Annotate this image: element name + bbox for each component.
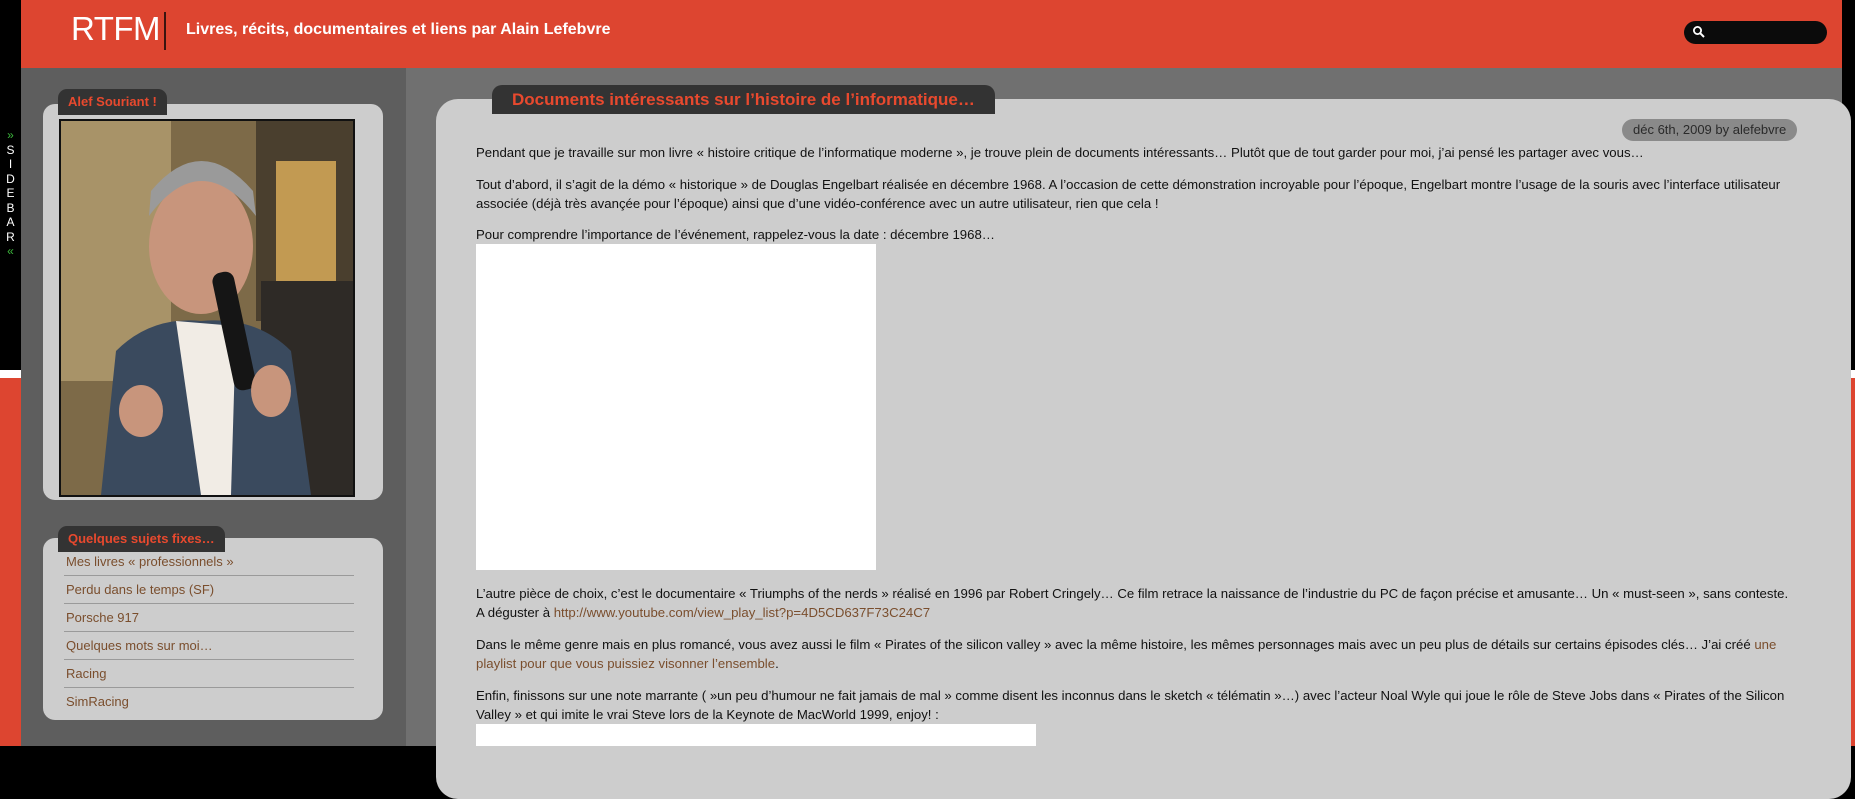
topic-link[interactable]: Porsche 917 (64, 604, 354, 632)
sidebar-letter: A (6, 215, 15, 229)
author-photo-image (61, 121, 353, 495)
topics-list (64, 548, 354, 715)
profile-widget-title: Alef Souriant ! (58, 89, 167, 115)
topics-widget (43, 538, 383, 720)
sidebar-letter: B (6, 200, 15, 215)
site-header (21, 0, 1842, 68)
paragraph-text: L’autre pièce de choix, c’est le documentaire « Triumphs of the nerds » réalisé en 1996 par Robert Cringely… Ce film retrace la naissance de l’industrie du PC de façon précise et amusante… Un « must-seen », sans conteste. A déguster à (476, 586, 1789, 620)
sidebar-letter: E (6, 186, 15, 200)
post-paragraph: Tout d’abord, il s’agit de la démo « historique » de Douglas Engelbart réalisée en décembre 1968. A l’occasion de cette démonstration incroyable pour l’époque, Engelbart montre l’usage de la souris avec l’interface utilisateur associée (déjà très avançée pour l’époque) ainsi que d’une vidéo-conférence avec un autre utilisateur, rien que cela ! (476, 177, 1781, 211)
post-paragraph: Enfin, finissons sur une note marrante ( »un peu d’humour ne fait jamais de mal » comme disent les inconnus dans le sketch « télématin »…) avec l’acteur Noal Wyle qui joue le rôle de Steve Jobs dans « Pirates of the Silicon Valley » et qui imite le vrai Steve lors de la Keynote de MacWorld 1999, enjoy! : (476, 688, 1785, 722)
search-input[interactable] (1684, 21, 1827, 44)
topic-link[interactable]: Perdu dans le temps (SF) (64, 576, 354, 604)
sidebar-toggle[interactable] (0, 118, 21, 300)
post-paragraph: Pour comprendre l’importance de l’événement, rappelez-vous la date : décembre 1968… (476, 227, 995, 242)
author-photo (59, 119, 355, 497)
post-paragraph (476, 584, 1794, 622)
search-icon (1692, 25, 1706, 39)
embedded-video[interactable] (476, 724, 1036, 746)
topic-link[interactable]: Mes livres « professionnels » (64, 548, 354, 576)
topics-widget-title: Quelques sujets fixes… (58, 526, 225, 552)
playlist-link[interactable]: une playlist pour que vous puissiez visonner l’ensemble (476, 637, 1777, 671)
post-title[interactable]: Documents intéressants sur l’histoire de l’informatique… (492, 85, 995, 114)
paragraph-text: . (775, 656, 779, 671)
sidebar-letter: R (6, 229, 15, 244)
topic-link[interactable]: Racing (64, 660, 354, 688)
youtube-playlist-link[interactable]: http://www.youtube.com/view_play_list?p=4D5CD637F73C24C7 (553, 605, 931, 620)
site-tagline: Livres, récits, documentaires et liens par Alain Lefebvre (186, 21, 611, 38)
topic-link[interactable]: SimRacing (66, 694, 129, 709)
sidebar-close-arrow: « (7, 244, 14, 258)
sidebar-letter: D (6, 171, 15, 186)
embedded-video[interactable] (476, 244, 876, 570)
site-logo[interactable]: RTFM (71, 10, 161, 47)
header-divider (164, 12, 166, 50)
sidebar-open-arrow: » (7, 128, 14, 142)
sidebar-letter: S (6, 142, 15, 157)
paragraph-text: Dans le même genre mais en plus romancé, vous avez aussi le film « Pirates of the silicon valley » avec la même histoire, les mêmes personnages mais avec un peu plus de détails sur certains épisodes clés… J’ai créé (476, 637, 1755, 652)
post-paragraph: Pendant que je travaille sur mon livre « histoire critique de l’informatique moderne », je trouve plein de documents intéressants… Plutôt que de tout garder pour moi, j’ai pensé les partager avec vous… (476, 145, 1644, 160)
post-date: déc 6th, 2009 by alefebvre (1622, 119, 1797, 141)
post-paragraph (476, 635, 1794, 673)
profile-widget (43, 104, 383, 500)
topic-link[interactable]: Quelques mots sur moi… (64, 632, 354, 660)
sidebar-letter: I (8, 157, 13, 171)
